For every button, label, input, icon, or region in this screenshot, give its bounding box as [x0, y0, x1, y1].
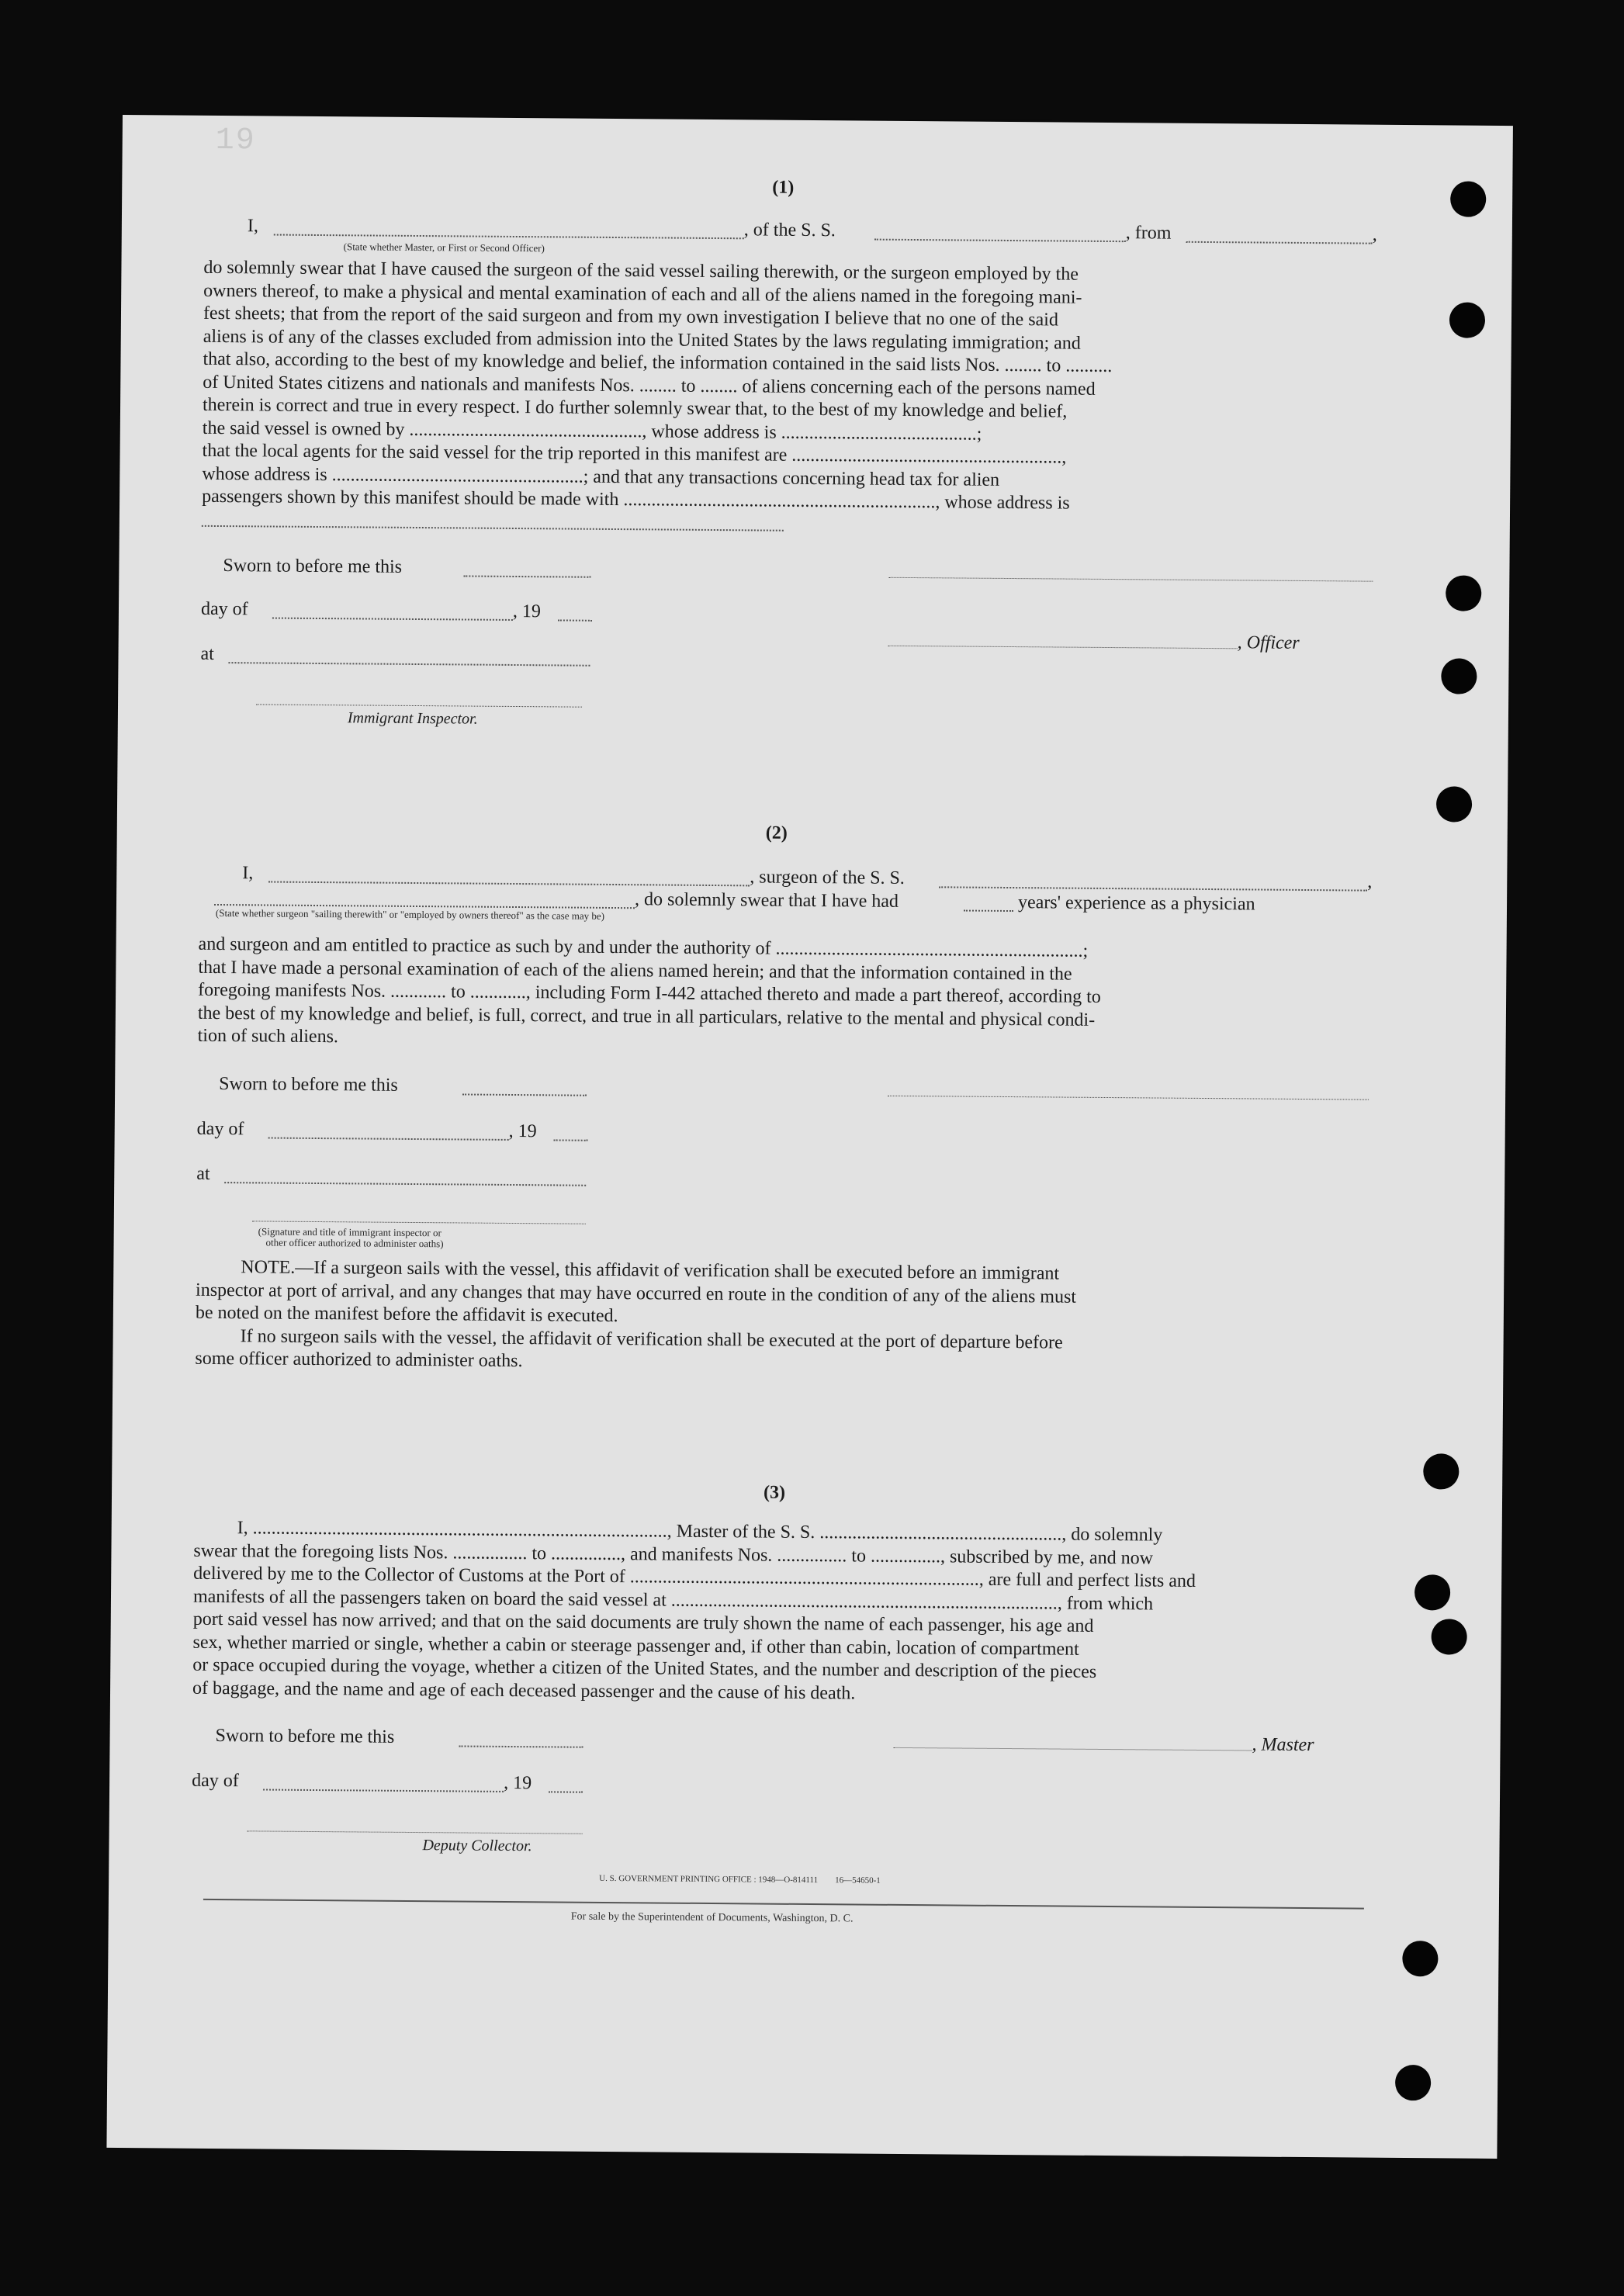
deputy-signature-line[interactable]	[248, 1830, 583, 1834]
surgeon-signature-line[interactable]	[888, 1096, 1369, 1100]
sworn-label: Sworn to before me this	[223, 556, 403, 577]
sig-note-1: (Signature and title of immigrant inspector or	[258, 1225, 441, 1239]
binder-hole	[1423, 1453, 1459, 1489]
sale-note: For sale by the Superintendent of Documents, Washington, D. C.	[570, 1910, 854, 1925]
day-of-field-2[interactable]	[268, 1138, 509, 1141]
year-label: , 19	[512, 601, 542, 622]
state-note: (State whether Master, or First or Second Officer)	[343, 241, 545, 255]
master-label: , Master	[1252, 1734, 1314, 1756]
section-1-of-ss: , of the S. S.	[743, 220, 836, 241]
section-1-oath-text: do solemnly swear that I have caused the surgeon of the said vessel sailing therewith, or the surgeon employed by the owners thereof, to make a physical and mental examination of each and all of the aliens named in the foregoing mani- fest sheets; that from the report of the said surgeon and from my own investigation I believe that no one of the said aliens is of any of the classes excluded from admission into the United States by the laws regulating immigration; and that also, according to the best of my knowledge and belief, the information contained in the said lists Nos. ........ to .......... of United States citizens and nationals and manifests Nos. ........ to ........ of aliens concerning each of the persons named therein is correct and true in every respect. I do further solemnly swear that, to the best of my knowledge and belief, the said vessel is owned by .................................................., whose address is ..........................................; that the local agents for the said vessel for the trip reported in this manifest are .........................................................., whose address is ......................................................; and that any transactions concerning head tax for alien passengers shown by this manifest should be made with ..................................................................., whose address is	[202, 257, 1113, 514]
from-port-field[interactable]	[1186, 241, 1373, 244]
officer-signature-line[interactable]	[888, 577, 1373, 582]
sig-note-2: other officer authorized to administer oaths)	[265, 1236, 444, 1250]
page-number-mark: 19	[215, 123, 256, 159]
year-field-2[interactable]	[554, 1139, 588, 1141]
surgeon-name-field[interactable]	[268, 881, 750, 887]
year-field[interactable]	[558, 619, 592, 621]
day-of-label-2: day of	[196, 1118, 244, 1140]
sworn-label-3: Sworn to before me this	[215, 1726, 395, 1747]
master-signature-line[interactable]	[893, 1747, 1252, 1751]
inspector-signature-line[interactable]	[256, 704, 582, 707]
sworn-day-field-2[interactable]	[462, 1093, 587, 1096]
year-label-2: , 19	[508, 1120, 537, 1142]
vessel-name-field[interactable]	[874, 239, 1126, 243]
at-label-2: at	[196, 1163, 210, 1184]
day-of-field[interactable]	[272, 618, 513, 621]
deputy-label: Deputy Collector.	[422, 1837, 532, 1855]
inspector-label: Immigrant Inspector.	[347, 709, 478, 728]
section-3-heading: (3)	[763, 1482, 786, 1503]
at-label: at	[200, 643, 214, 664]
day-of-field-3[interactable]	[263, 1789, 504, 1792]
section-1-from: , from	[1125, 223, 1172, 244]
section-3-oath-text: I, ........................................................................................., Master of the S. S. ...................................................., do solemnly swear that the foregoing lists Nos. ................ to ..............., and manifests Nos. ............... to ..............., subscribed by me, and now delivered by me to the Collector of Customs at the Port of ..........................................................................., are full and perfect lists and manifests of all the passengers taken on board the said vessel at ..................................................................................., from which port said vessel has now arrived; and that on the said documents are truly shown the name of each passenger, his age and sex, whether married or single, whether a cabin or steerage passenger and, if other than cabin, location of compartment or space occupied during the voyage, whether a citizen of the United States, and the number and description of the pieces of baggage, and the name and age of each deceased passenger and the cause of his death.	[192, 1518, 1196, 1703]
note-text: NOTE.—If a surgeon sails with the vessel, this affidavit of verification shall be executed before an immigrant inspector at port of arrival, and any changes that may have occurred en route in the condition of any of the aliens must be noted on the manifest before the affidavit is executed. If no surgeon sails with the vessel, the affidavit of verification shall be executed at the port of departure before some officer authorized to administer oaths.	[195, 1257, 1077, 1372]
binder-hole	[1441, 658, 1477, 694]
section-2-heading: (2)	[765, 822, 788, 843]
sworn-day-field[interactable]	[463, 575, 590, 577]
section-1-heading: (1)	[772, 177, 795, 198]
binder-hole	[1446, 575, 1481, 611]
day-of-label-3: day of	[192, 1770, 239, 1792]
binder-hole	[1402, 1941, 1438, 1976]
surgeon-vessel-field[interactable]	[939, 886, 1367, 891]
gpo-imprint: U. S. GOVERNMENT PRINTING OFFICE : 1948—O-814111 16—54650-1	[599, 1873, 881, 1886]
section-2-oath-text: and surgeon and am entitled to practice as such by and under the authority of ..................................................................; that I have made a personal examination of each of the aliens named herein; and that the information contained in the foregoing manifests Nos. ............ to ............, including Form I-442 attached thereto and made a part thereof, according to the best of my knowledge and belief, is full, correct, and true in all particulars, relative to the mental and physical condi- tion of such aliens.	[197, 933, 1101, 1048]
officer-label: , Officer	[1237, 632, 1300, 653]
officer-signature-line-2[interactable]	[252, 1221, 586, 1224]
form-page: 19 (1) I, , of the S. S. , from , (State whether Master, or First or Second Officer) do solemnly swear that I have caused the surgeon of the said vessel sailing therewith, or the surgeon employed by the owners thereof, to make a physical and mental examination of each and all of the aliens named in the foregoing mani- fest sheets; that from the report of the said surgeon and from my own investigation I believe that no one of the said aliens is of any of the classes excluded from admission into the United States by the laws regulating immigration; and that also, according to the best of my knowledge and belief, the information contained in the said lists Nos. ........ to .......... of United States citizens and nationals and manifests Nos. ........ to ........ of aliens concerning each of the persons named therein is correct and true in every respect. I do further solemnly swear that, to the best of my knowledge and belief, the said vessel is owned by .................................................., whose address is ..........................................; that the local agents for the said vessel for the trip reported in this manifest are .........................................................., whose address is ......................................................; and that any transactions concerning head tax for alien passengers shown by this manifest should be made with ..................................................................., whose address is Sworn to before me this day of , 19 at , Officer Immigrant Inspector. (2) I, , surgeon of the S. S. , , do solemnly swear that I have had years' experience as a physician (State whether surgeon "sailing therewith" or "employed by owners thereof" as the case may be) and surgeon and am entitled to practice as such by and under the authority of ..................................................................; that I have made a personal examination of each of the aliens named herein; and that the information contained in the foregoing manifests Nos. ............ to ............, including Form I-442 attached thereto and made a part thereof, according to the best of my knowledge and belief, is full, correct, and true in all particulars, relative to the mental and physical condi- tion of such aliens. Sworn to before me this day of , 19 at (Signature and title of immigrant inspector or other officer authorized to administer oaths) NOTE.—If a surgeon sails with the vessel, this affidavit of verification shall be executed before an immigrant inspector at port of arrival, and any changes that may have occurred en route in the condition of any of the aliens must be noted on the manifest before the affidavit is executed. If no surgeon sails with the vessel, the affidavit of verification shall be executed at the port of departure before some officer authorized to administer oaths. (3) I, ........................................................................................., Master of the S. S. ...................................................., do solemnly swear that the foregoing lists Nos. ................ to ..............., and manifests Nos. ............... to ..............., subscribed by me, and now delivered by me to the Collector of Customs at the Port of ..........................................................................., are full and perfect lists and manifests of all the passengers taken on board the said vessel at ..................................................................................., from which port said vessel has now arrived; and that on the said documents are truly shown the name of each passenger, his age and sex, whether married or single, whether a cabin or steerage passenger and, if other than cabin, location of compartment or space occupied during the voyage, whether a citizen of the United States, and the number and description of the pieces of baggage, and the name and age of each deceased passenger and the cause of his death. Sworn to before me this , Master day of , 19 Deputy Collector. U. S. GOVERNMENT PRINTING OFFICE : 1948—O-814111 16—54650-1 For sale by the Superintendent of Documents, Washington, D. C.	[106, 115, 1513, 2159]
surgeon-state-note: (State whether surgeon "sailing therewith" or "employed by owners thereof" as the case may be)	[215, 906, 605, 922]
binder-hole	[1449, 302, 1485, 338]
footer-rule	[203, 1899, 1364, 1910]
year-label-3: , 19	[504, 1772, 532, 1794]
sworn-day-field-3[interactable]	[459, 1745, 583, 1747]
surgeon-of-ss: , surgeon of the S. S.	[750, 867, 905, 888]
officer-name-field[interactable]	[274, 234, 744, 240]
binder-hole	[1415, 1574, 1450, 1610]
officer-title-line[interactable]	[888, 646, 1238, 649]
binder-hole	[1431, 1619, 1466, 1654]
years-label: years' experience as a physician	[1017, 892, 1255, 915]
year-field-3[interactable]	[549, 1791, 583, 1792]
head-tax-address-field[interactable]	[202, 525, 784, 532]
binder-hole	[1436, 786, 1472, 822]
surgeon-swear: , do solemnly swear that I have had	[634, 889, 899, 912]
day-of-label: day of	[200, 598, 248, 620]
section-1-i: I,	[247, 216, 258, 237]
years-field[interactable]	[964, 910, 1013, 913]
section-2-i: I,	[242, 863, 254, 884]
at-field-2[interactable]	[224, 1182, 586, 1186]
at-field[interactable]	[228, 662, 590, 667]
binder-hole	[1450, 181, 1486, 216]
binder-hole	[1395, 2065, 1431, 2100]
sworn-label-2: Sworn to before me this	[219, 1074, 398, 1096]
